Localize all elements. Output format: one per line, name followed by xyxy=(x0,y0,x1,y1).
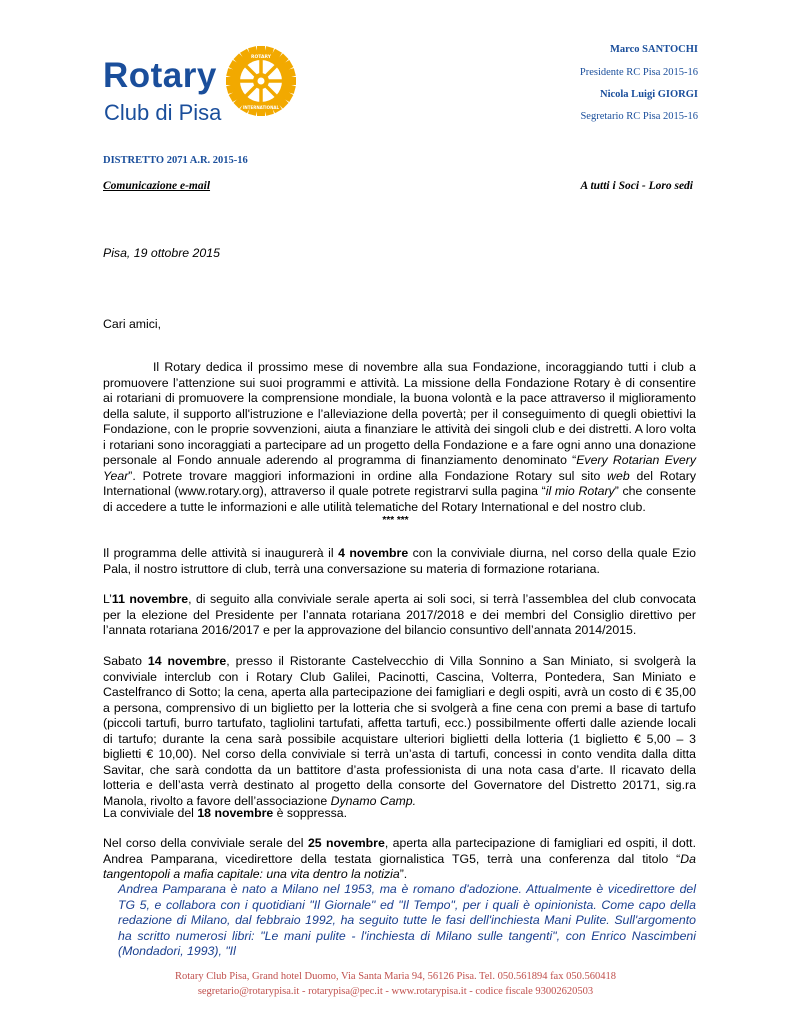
paragraph-nov18-text-c: è soppressa. xyxy=(273,806,348,820)
separator: *** *** xyxy=(382,515,409,526)
president-role: Presidente RC Pisa 2015-16 xyxy=(579,67,698,78)
secretary-name: Nicola Luigi GIORGI xyxy=(599,89,698,100)
logo-subtitle: Club di Pisa xyxy=(104,100,222,125)
paragraph-nov11 xyxy=(103,592,696,639)
paragraph-nov14 xyxy=(103,654,696,809)
paragraph-nov25 xyxy=(103,836,696,883)
paragraph-foundation-text-c: ”. Potrete trovare maggiori informazioni in ordine alla Fondazione Rotary sul sito xyxy=(128,468,608,483)
paragraph-nov11-date: 11 novembre xyxy=(111,592,189,606)
paragraph-nov25-title: Da tangentopoli a mafia capitale: una vita dentro la notizia xyxy=(103,851,696,881)
recipients: A tutti i Soci - Loro sedi xyxy=(580,180,693,192)
logo-wordmark: Rotary xyxy=(103,56,217,95)
speaker-bio: Andrea Pamparana è nato a Milano nel 1953, ma è romano d'adozione. Attualmente è vicedirettore del TG 5, e collabora con i quotidiani "Il Giornale" ed "Il Tempo", per i quali è opinionista. Come capo della redazione di Milano, dal febbraio 1992, ha seguito tutte le fasi dell'inchiesta Mani Pulite. Sull'argomento ha scritto numerosi libri: "Le mani pulite - l'inchiesta di Milano sulle tangenti", con Enrico Nascimbeni (Mondadori, 1993), "Il xyxy=(118,882,696,958)
letter-date: Pisa, 19 ottobre 2015 xyxy=(103,246,220,260)
paragraph-nov25-text-e: ”. xyxy=(399,867,408,881)
paragraph-nov14-text-a: Sabato xyxy=(103,654,148,668)
paragraph-nov18 xyxy=(103,806,696,822)
paragraph-nov11-text-c: , di seguito alla conviviale serale aperta ai soli soci, si terrà l’assemblea del club convocata per la elezione del Presidente per l’annata rotariana 2017/2018 e dei membri del Consiglio direttivo per l’annata rotariana 2016/2017 e per la approvazione del bilancio consuntivo dell’annata 2014/2015. xyxy=(103,592,697,637)
paragraph-nov4-text-c: con la conviviale diurna, nel corso della quale Ezio Pala, il nostro istruttore di club, terrà una conversazione su materia di formazione rotariana. xyxy=(103,546,696,576)
paragraph-nov14-text-c: , presso il Ristorante Castelvecchio di Villa Sonnino a San Miniato, si svolgerà la conviviale interclub con i Rotary Club Galilei, Pacinotti, Cascina, Volterra, Pontedera, San Miniato e Castelfranco di Sotto; la cena, aperta alla partecipazione dei famigliari e degli ospiti, avrà un costo di € 35,00 a persona, comprensivo di un biglietto per la lotteria che si svolgerà a fine cena con premi a base di tartufo (piccoli tartufi, burro tartufato, tagliolini tartufati, affetta tartufi, ecc.) possibilmente offerti dalle aziende locali di tartufo; durante la cena sarà possibile acquistare ulteriori biglietti della lotteria (1 biglietto € 5,00 – 3 biglietti € 10,00). Nel corso della conviviale si terrà un’asta di tartufi, concessi in conto vendita dalla ditta Savitar, che sarà condotta da un battitore d’asta professionista di una nota casa d’arte. Il ricavato della lotteria e dell’asta verrà destinato al progetto della consorte del Governatore del Distretto 20171, sig.ra Manola, rivolto a favore dell’associazione xyxy=(103,654,696,808)
paragraph-nov25-date: 25 novembre xyxy=(307,836,385,850)
footer-address: Rotary Club Pisa, Grand hotel Duomo, Via Santa Maria 94, 56126 Pisa. Tel. 050.561894 fax 050.560418 xyxy=(175,971,616,982)
president-name: Marco SANTOCHI xyxy=(610,44,698,55)
paragraph-foundation-program: Every Rotarian Every Year xyxy=(103,453,697,483)
paragraph-nov14-dynamo: Dynamo Camp. xyxy=(330,793,417,808)
district-line: DISTRETTO 2071 A.R. 2015-16 xyxy=(103,155,248,166)
paragraph-foundation-mio-rotary: il mio Rotary xyxy=(545,484,615,498)
paragraph-foundation-text-g: ” che consente di accedere a tutte le informazioni e alle utilità telematiche del Rotary International e del nostro club. xyxy=(103,484,696,514)
paragraph-nov4-date: 4 novembre xyxy=(338,546,409,560)
paragraph-nov11-text-a: L’ xyxy=(103,592,112,606)
communication-type: Comunicazione e-mail xyxy=(103,180,211,192)
paragraph-nov14-date: 14 novembre xyxy=(147,654,227,668)
paragraph-foundation-web: web xyxy=(607,468,630,483)
rotary-wheel-icon xyxy=(226,46,296,116)
paragraph-nov4 xyxy=(103,546,696,577)
paragraph-foundation-text-a: Il Rotary dedica il prossimo mese di novembre alla sua Fondazione, incoraggiando tutti i club a promuovere l’attenzione sui suoi programmi e attività. La missione della Fondazione Rotary è di consentire ai rotariani di promuovere la comprensione mondiale, la buona volontà e la pace attraverso il miglioramento della salute, il supporto all'istruzione e l’alleviazione della povertà; per il conseguimento di quegli obiettivi la Fondazione, con le proprie sovvenzioni, aiuta a finanziare le attività dei singoli club e dei distretti. A loro volta i rotariani sono incoraggiati a partecipare ad un progetto della Fondazione e a fare ogni anno una donazione personale al Fondo annuale aderendo al programma di finanziamento denominato “ xyxy=(103,360,696,467)
emblem-bottom-text: INTERNATIONAL xyxy=(242,105,280,110)
letter-greeting: Cari amici, xyxy=(103,317,162,331)
paragraph-nov4-text-a: Il programma delle attività si inaugurerà il xyxy=(103,546,339,560)
secretary-role: Segretario RC Pisa 2015-16 xyxy=(580,111,698,122)
paragraph-foundation-text-e: del Rotary International (www.rotary.org), attraverso il quale potrete registrarvi sulla pagina “ xyxy=(103,468,696,498)
paragraph-foundation xyxy=(103,360,696,515)
emblem-top-text: ROTARY xyxy=(251,55,271,60)
paragraph-nov25-text-a: Nel corso della conviviale serale del xyxy=(103,836,308,850)
footer-contacts: segretario@rotarypisa.it - rotarypisa@pec.it - www.rotarypisa.it - codice fiscale 93002620503 xyxy=(197,986,594,997)
paragraph-nov18-date: 18 novembre xyxy=(197,806,274,820)
paragraph-nov25-text-c: , aperta alla partecipazione di famigliari ed ospiti, il dott. Andrea Pamparana, vicedirettore della testata giornalistica TG5, terrà una conferenza dal titolo “ xyxy=(103,836,696,866)
paragraph-nov18-text-a: La conviviale del xyxy=(103,806,198,820)
